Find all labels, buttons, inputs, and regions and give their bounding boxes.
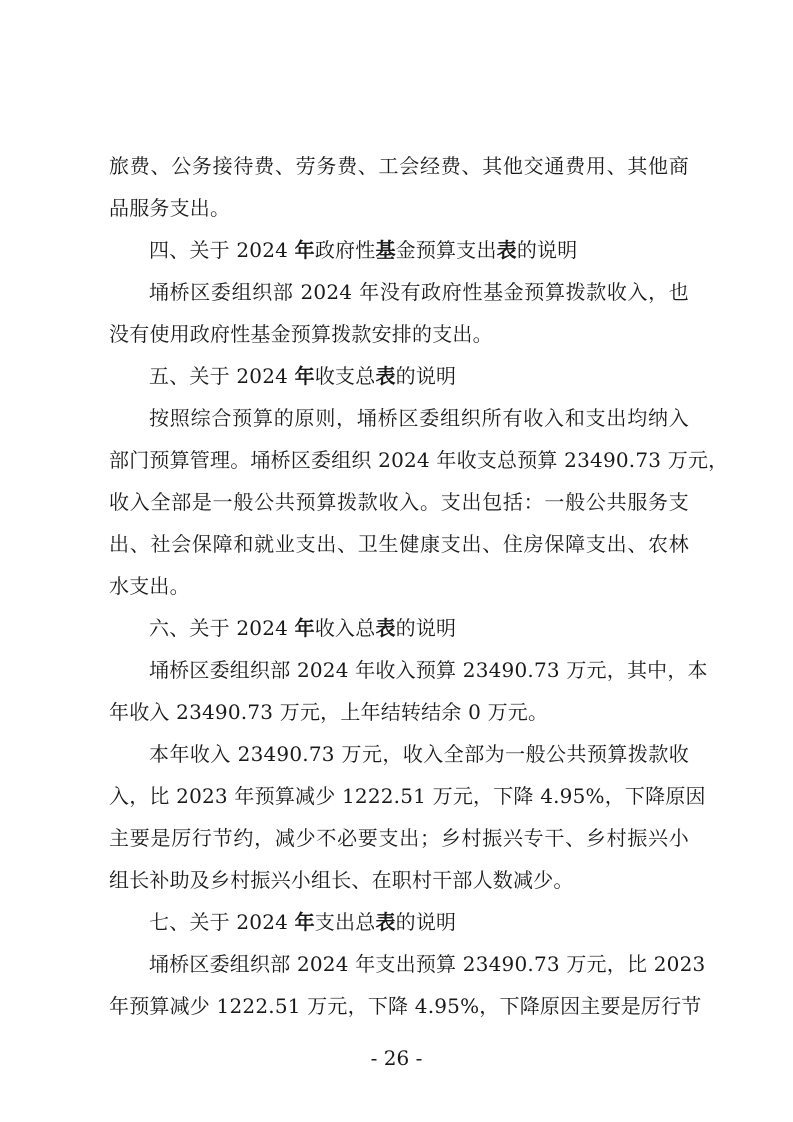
paragraph-line: 年预算减少 1222.51 万元，下降 4.95%，下降原因主要是厉行节 — [109, 994, 702, 1018]
paragraph-line: 出、社会保障和就业支出、卫生健康支出、住房保障支出、农林 — [109, 532, 689, 556]
paragraph-line: 组长补助及乡村振兴小组长、在职村干部人数减少。 — [109, 868, 574, 892]
section-heading-6: 六、关于 2024 年收入总表的说明 — [149, 616, 457, 640]
paragraph-line: 品服务支出。 — [109, 196, 231, 220]
paragraph-line: 本年收入 23490.73 万元，收入全部为一般公共预算拨款收 — [149, 742, 689, 766]
section-heading-4: 四、关于 2024 年政府性基金预算支出表的说明 — [149, 238, 578, 262]
paragraph-line: 没有使用政府性基金预算拨款安排的支出。 — [109, 322, 493, 346]
page-number: - 26 - — [370, 1046, 423, 1070]
paragraph-line: 年收入 23490.73 万元，上年结转结余 0 万元。 — [109, 700, 549, 724]
paragraph-line: 按照综合预算的原则，埇桥区委组织所有收入和支出均纳入 — [149, 406, 689, 430]
paragraph-line: 埇桥区委组织部 2024 年支出预算 23490.73 万元，比 2023 — [149, 952, 706, 976]
paragraph-line: 埇桥区委组织部 2024 年没有政府性基金预算拨款收入，也 — [149, 280, 689, 304]
paragraph-line: 水支出。 — [109, 574, 190, 598]
paragraph-line: 埇桥区委组织部 2024 年收入预算 23490.73 万元，其中，本 — [149, 658, 708, 682]
paragraph-line: 部门预算管理。埇桥区委组织 2024 年收支总预算 23490.73 万元， — [109, 448, 729, 472]
paragraph-line: 入，比 2023 年预算减少 1222.51 万元，下降 4.95%，下降原因 — [109, 784, 706, 808]
section-heading-5: 五、关于 2024 年收支总表的说明 — [149, 364, 457, 388]
paragraph-line: 旅费、公务接待费、劳务费、工会经费、其他交通费用、其他商 — [109, 154, 689, 178]
paragraph-line: 主要是厉行节约，减少不必要支出；乡村振兴专干、乡村振兴小 — [109, 826, 689, 850]
paragraph-line: 收入全部是一般公共预算拨款收入。支出包括：一般公共服务支 — [109, 490, 689, 514]
section-heading-7: 七、关于 2024 年支出总表的说明 — [149, 910, 457, 934]
